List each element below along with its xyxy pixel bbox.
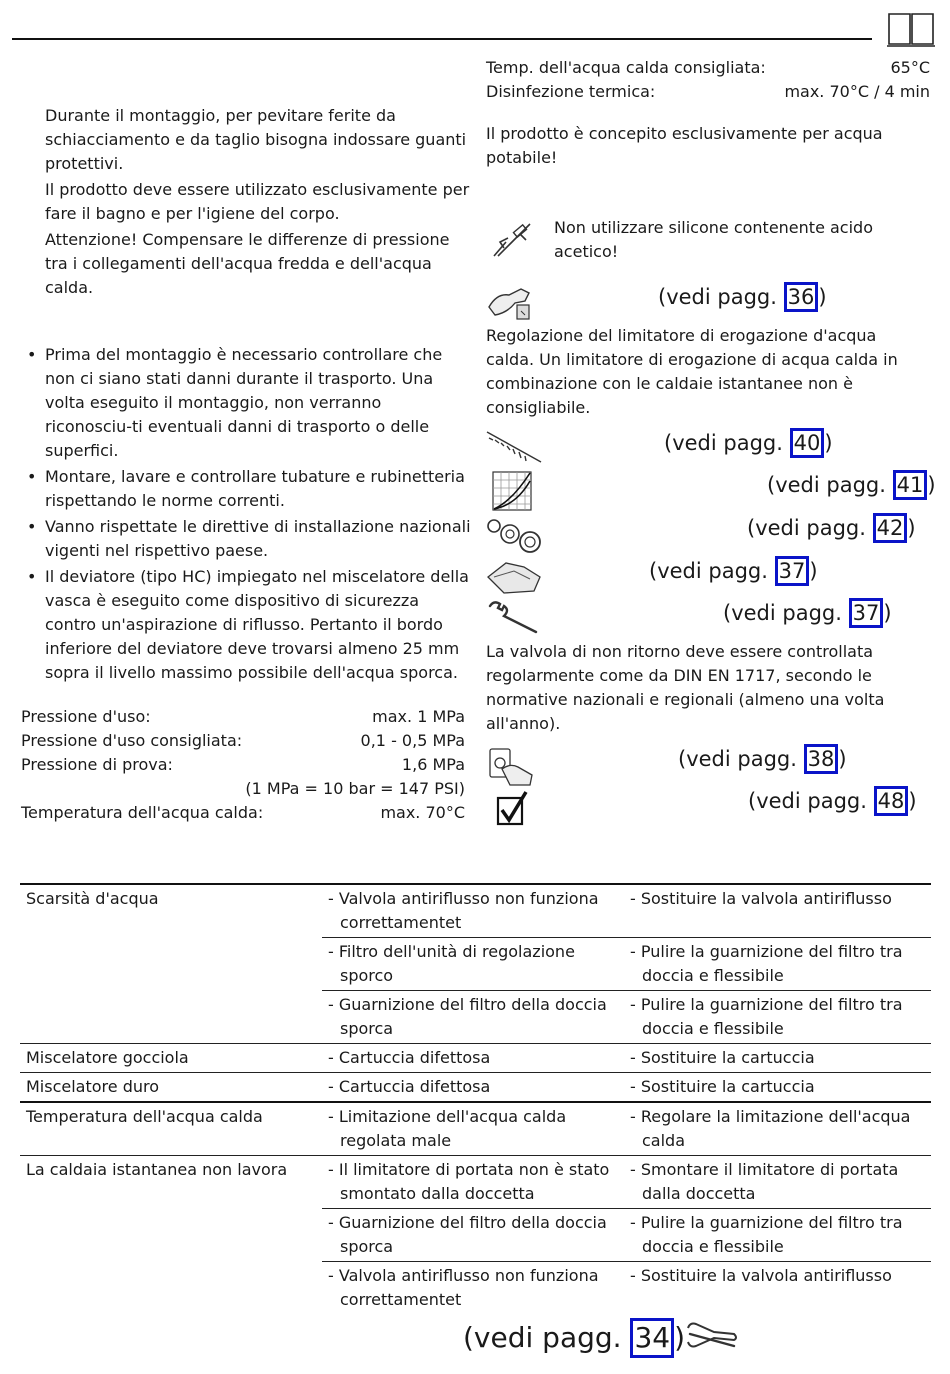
remedy-cell: - Pulire la guarnizione del filtro tra doccia e flessibile — [624, 938, 931, 991]
table-row — [20, 1044, 931, 1073]
table-row — [20, 884, 931, 938]
wrench-icon — [684, 1320, 740, 1356]
page-number-link[interactable]: 42 — [873, 513, 908, 543]
page-number-link[interactable]: 40 — [790, 428, 825, 458]
cause-cell: - Valvola antiriflusso non funziona correttamentet — [322, 1262, 624, 1315]
remedy-cell: - Sostituire la cartuccia — [630, 1077, 815, 1096]
table-row — [20, 1073, 931, 1103]
cause-cell: - Limitazione dell'acqua calda regolata male — [328, 1107, 567, 1150]
table-row — [20, 991, 931, 1044]
table-row — [20, 938, 931, 991]
page-number-link[interactable]: 37 — [775, 556, 810, 586]
remedy-cell: - Sostituire la valvola antiriflusso — [630, 889, 892, 908]
cause-cell: - Il limitatore di portata non è stato smontato dalla doccetta — [328, 1160, 610, 1203]
remedy-cell: - Pulire la guarnizione del filtro tra doccia e flessibile — [624, 1209, 931, 1262]
problem-cell: Temperatura dell'acqua calda — [26, 1107, 263, 1126]
hand-thermostat-icon — [488, 745, 538, 787]
checkbox-icon — [496, 790, 530, 828]
footer-reference: (vedi pagg. 34 ) — [463, 1318, 685, 1358]
problem-cell — [20, 1262, 322, 1315]
page-reference: (vedi pagg. 37 ) — [649, 556, 818, 586]
parts-icon — [486, 516, 544, 556]
page-number-link[interactable]: 41 — [893, 470, 928, 500]
silicone-gun-icon — [490, 218, 534, 260]
tech-specs-left — [21, 705, 465, 825]
shower-hand-icon — [487, 283, 533, 323]
cleaning-cloth-icon — [484, 557, 544, 597]
problem-cell: Scarsità d'acqua — [26, 889, 159, 908]
problem-cell — [20, 938, 322, 991]
ruler-icon — [485, 430, 543, 466]
spec-row: (1 MPa = 10 bar = 147 PSI) — [245, 779, 465, 798]
remedy-cell: - Sostituire la valvola antiriflusso — [624, 1262, 931, 1315]
page-reference: (vedi pagg. 42 ) — [747, 513, 916, 543]
bullet-item: • Vanno rispettate le direttive di installazione nazionali vigenti nel rispettivo paese. — [21, 515, 471, 563]
bullet-item: • Il deviatore (tipo HC) impiegato nel miscelatore della vasca è eseguito come dispositivo di sicurezza contro un'aspirazione di riflusso. Pertanto il bordo inferiore del deviatore deve trovarsi almeno 25 mm sopra il livello massimo possibile dell'acqua sporca. — [21, 565, 471, 685]
potable-water-note: Il prodotto è concepito esclusivamente per acqua potabile! — [486, 124, 883, 167]
header-rule — [12, 38, 872, 40]
page-number-link[interactable]: 34 — [630, 1318, 674, 1358]
troubleshooting-table — [20, 883, 931, 1314]
spec-row: Temp. dell'acqua calda consigliata: 65°C — [486, 58, 930, 77]
wrench-icon — [486, 600, 542, 636]
cause-cell: - Cartuccia difettosa — [328, 1077, 491, 1096]
cause-cell: - Guarnizione del filtro della doccia sporca — [322, 991, 624, 1044]
silicone-warning: Non utilizzare silicone contenente acido acetico! — [554, 218, 873, 261]
page-reference: (vedi pagg. 48 ) — [748, 786, 917, 816]
cause-cell: - Cartuccia difettosa — [328, 1048, 491, 1067]
table-row — [20, 1209, 931, 1262]
spec-row: Pressione d'uso: max. 1 MPa — [21, 707, 465, 726]
page-number-link[interactable]: 48 — [874, 786, 909, 816]
bullet-item: • Prima del montaggio è necessario controllare che non ci siano stati danni durante il trasporto. Una volta eseguito il montaggio, non verranno riconosciu-ti eventuali danni di trasporto o delle superfici. — [21, 343, 471, 463]
spec-row: Pressione di prova: 1,6 MPa — [21, 755, 465, 774]
problem-cell: Miscelatore gocciola — [26, 1048, 189, 1067]
problem-cell — [20, 1209, 322, 1262]
page-number-link[interactable]: 37 — [849, 598, 884, 628]
spec-row: Pressione d'uso consigliata: 0,1 - 0,5 MPa — [21, 731, 465, 750]
page-reference: (vedi pagg. 41 ) — [767, 470, 936, 500]
cause-cell: - Filtro dell'unità di regolazione sporco — [322, 938, 624, 991]
remedy-cell: - Regolare la limitazione dell'acqua calda — [630, 1107, 911, 1150]
remedy-cell: - Sostituire la cartuccia — [630, 1048, 815, 1067]
table-row — [20, 1102, 931, 1156]
safety-note: Il prodotto deve essere utilizzato esclusivamente per fare il bagno e per l'igiene del corpo. — [45, 180, 470, 223]
problem-cell: Miscelatore duro — [26, 1077, 160, 1096]
safety-notes — [45, 104, 470, 300]
book-icon — [886, 10, 936, 48]
safety-note: Durante il montaggio, per pevitare ferite da schiacciamento e da taglio bisogna indossare guanti protettivi. — [45, 106, 467, 173]
cause-cell: - Guarnizione del filtro della doccia sporca — [322, 1209, 624, 1262]
spec-row: Disinfezione termica: max. 70°C / 4 min — [486, 82, 930, 101]
page-number-link[interactable]: 38 — [804, 744, 839, 774]
flow-diagram-icon — [492, 471, 532, 511]
flow-limiter-note: Regolazione del limitatore di erogazione d'acqua calda. Un limitatore di erogazione di acqua calda in combinazione con le caldaie istantanee non è consigliabile. — [486, 326, 898, 417]
problem-cell — [20, 991, 322, 1044]
tech-specs-right — [486, 56, 930, 104]
remedy-cell: - Smontare il limitatore di portata dalla doccetta — [630, 1160, 899, 1203]
page-reference: (vedi pagg. 38 ) — [678, 744, 847, 774]
table-row — [20, 1262, 931, 1315]
check-valve-note: La valvola di non ritorno deve essere controllata regolarmente come da DIN EN 1717, secondo le normative nazionali e regionali (almeno una volta all'anno). — [486, 642, 885, 733]
cause-cell: - Valvola antiriflusso non funziona correttamentet — [328, 889, 599, 932]
page-reference: (vedi pagg. 40 ) — [664, 428, 833, 458]
installation-notes — [21, 343, 471, 687]
page-number-link[interactable]: 36 — [784, 282, 819, 312]
problem-cell: La caldaia istantanea non lavora — [26, 1160, 288, 1179]
page-reference: (vedi pagg. 37 ) — [723, 598, 892, 628]
safety-note: Attenzione! Compensare le differenze di pressione tra i collegamenti dell'acqua fredda e dell'acqua calda. — [45, 230, 450, 297]
spec-row: Temperatura dell'acqua calda: max. 70°C — [21, 803, 465, 822]
remedy-cell: - Pulire la guarnizione del filtro tra doccia e flessibile — [624, 991, 931, 1044]
table-row — [20, 1156, 931, 1209]
page-reference: (vedi pagg. 36 ) — [658, 282, 827, 312]
bullet-item: • Montare, lavare e controllare tubature e rubinetteria rispettando le norme correnti. — [21, 465, 471, 513]
